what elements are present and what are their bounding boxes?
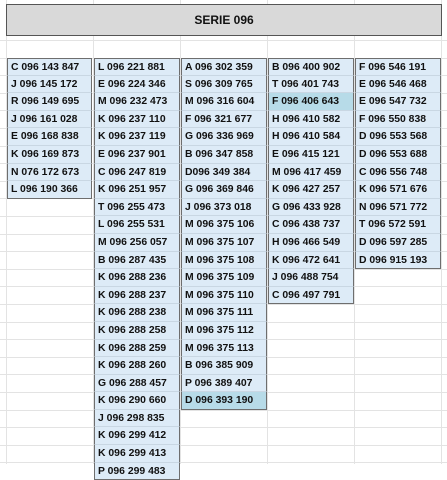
column-1	[7, 58, 92, 199]
serial-cell[interactable]: B 096 287 435	[94, 252, 180, 270]
serial-cell[interactable]: F 096 321 677	[181, 111, 267, 129]
serial-cell[interactable]: J 096 145 172	[7, 76, 92, 94]
serial-cell[interactable]: D 096 553 568	[355, 128, 441, 146]
serial-cell[interactable]: M 096 417 459	[268, 164, 354, 182]
serial-cell[interactable]: D096 349 384	[181, 164, 267, 182]
serial-cell[interactable]: P 096 389 407	[181, 375, 267, 393]
serial-cell[interactable]: B 096 400 902	[268, 58, 354, 76]
serial-cell[interactable]: G 096 288 457	[94, 375, 180, 393]
serial-cell[interactable]: L 096 190 366	[7, 181, 92, 199]
column-3	[181, 58, 267, 410]
serial-cell[interactable]: T 096 255 473	[94, 199, 180, 217]
serial-cell[interactable]: K 096 237 110	[94, 111, 180, 129]
serial-cell[interactable]: K 096 290 660	[94, 392, 180, 410]
serial-cell[interactable]: K 096 299 412	[94, 427, 180, 445]
serial-cell[interactable]: M 096 375 108	[181, 252, 267, 270]
serial-cell[interactable]: J 096 161 028	[7, 111, 92, 129]
serial-cell[interactable]: A 096 302 359	[181, 58, 267, 76]
serial-cell[interactable]: C 096 143 847	[7, 58, 92, 76]
serial-cell[interactable]: K 096 288 236	[94, 269, 180, 287]
serial-cell[interactable]: P 096 299 483	[94, 463, 180, 480]
serial-cell[interactable]: M 096 256 057	[94, 234, 180, 252]
serial-cell[interactable]: M 096 316 604	[181, 93, 267, 111]
serial-cell[interactable]: N 096 571 772	[355, 199, 441, 217]
serial-cell[interactable]: B 096 347 858	[181, 146, 267, 164]
serial-cell[interactable]: S 096 309 765	[181, 76, 267, 94]
gridline	[0, 40, 447, 41]
serial-cell[interactable]: M 096 375 111	[181, 304, 267, 322]
column-5	[355, 58, 441, 269]
serial-cell[interactable]: E 096 547 732	[355, 93, 441, 111]
gridline	[0, 462, 447, 463]
serial-cell[interactable]: M 096 375 113	[181, 340, 267, 358]
serial-cell[interactable]: H 096 410 582	[268, 111, 354, 129]
sheet-title: SERIE 096	[6, 4, 442, 36]
serial-cell[interactable]: B 096 385 909	[181, 357, 267, 375]
serial-cell[interactable]: M 096 375 109	[181, 269, 267, 287]
serial-cell[interactable]: K 096 251 957	[94, 181, 180, 199]
column-2	[94, 58, 180, 480]
serial-cell[interactable]: N 076 172 673	[7, 164, 92, 182]
serial-cell[interactable]: T 096 401 743	[268, 76, 354, 94]
serial-cell[interactable]: G 096 433 928	[268, 199, 354, 217]
serial-cell[interactable]: E 096 546 468	[355, 76, 441, 94]
serial-cell[interactable]: H 096 410 584	[268, 128, 354, 146]
serial-cell[interactable]: K 096 427 257	[268, 181, 354, 199]
serial-cell[interactable]: R 096 149 695	[7, 93, 92, 111]
serial-cell[interactable]: C 096 438 737	[268, 216, 354, 234]
serial-cell[interactable]: F 096 550 838	[355, 111, 441, 129]
serial-cell[interactable]: M 096 375 112	[181, 322, 267, 340]
gridline	[0, 445, 447, 446]
gridline	[441, 0, 442, 464]
serial-cell[interactable]: D 096 915 193	[355, 252, 441, 270]
serial-cell[interactable]: E 096 168 838	[7, 128, 92, 146]
serial-cell[interactable]: K 096 288 237	[94, 287, 180, 305]
serial-cell[interactable]: E 096 237 901	[94, 146, 180, 164]
serial-cell[interactable]: G 096 336 969	[181, 128, 267, 146]
serial-cell[interactable]: T 096 572 591	[355, 216, 441, 234]
serial-cell[interactable]: H 096 466 549	[268, 234, 354, 252]
serial-cell[interactable]: D 096 553 688	[355, 146, 441, 164]
serial-cell[interactable]: E 096 415 121	[268, 146, 354, 164]
serial-cell[interactable]: C 096 247 819	[94, 164, 180, 182]
serial-cell[interactable]: K 096 472 641	[268, 252, 354, 270]
serial-cell[interactable]: F 096 406 643	[268, 93, 354, 111]
serial-cell[interactable]: D 096 597 285	[355, 234, 441, 252]
serial-cell[interactable]: K 096 288 258	[94, 322, 180, 340]
serial-cell[interactable]: C 096 497 791	[268, 287, 354, 305]
column-4	[268, 58, 354, 304]
serial-cell[interactable]: K 096 237 119	[94, 128, 180, 146]
serial-cell[interactable]: K 096 299 413	[94, 445, 180, 463]
serial-cell[interactable]: E 096 224 346	[94, 76, 180, 94]
serial-cell[interactable]: J 096 373 018	[181, 199, 267, 217]
serial-cell[interactable]: K 096 288 259	[94, 340, 180, 358]
serial-cell[interactable]: D 096 393 190	[181, 392, 267, 410]
serial-cell[interactable]: C 096 556 748	[355, 164, 441, 182]
serial-cell[interactable]: G 096 369 846	[181, 181, 267, 199]
serial-cell[interactable]: J 096 488 754	[268, 269, 354, 287]
serial-cell[interactable]: F 096 546 191	[355, 58, 441, 76]
serial-cell[interactable]: M 096 375 110	[181, 287, 267, 305]
serial-cell[interactable]: K 096 169 873	[7, 146, 92, 164]
serial-cell[interactable]: K 096 288 238	[94, 304, 180, 322]
serial-cell[interactable]: M 096 375 106	[181, 216, 267, 234]
serial-cell[interactable]: M 096 375 107	[181, 234, 267, 252]
serial-cell[interactable]: L 096 255 531	[94, 216, 180, 234]
serial-cell[interactable]: L 096 221 881	[94, 58, 180, 76]
serial-cell[interactable]: M 096 232 473	[94, 93, 180, 111]
serial-cell[interactable]: J 096 298 835	[94, 410, 180, 428]
serial-cell[interactable]: K 096 571 676	[355, 181, 441, 199]
gridline	[0, 427, 447, 428]
serial-cell[interactable]: K 096 288 260	[94, 357, 180, 375]
